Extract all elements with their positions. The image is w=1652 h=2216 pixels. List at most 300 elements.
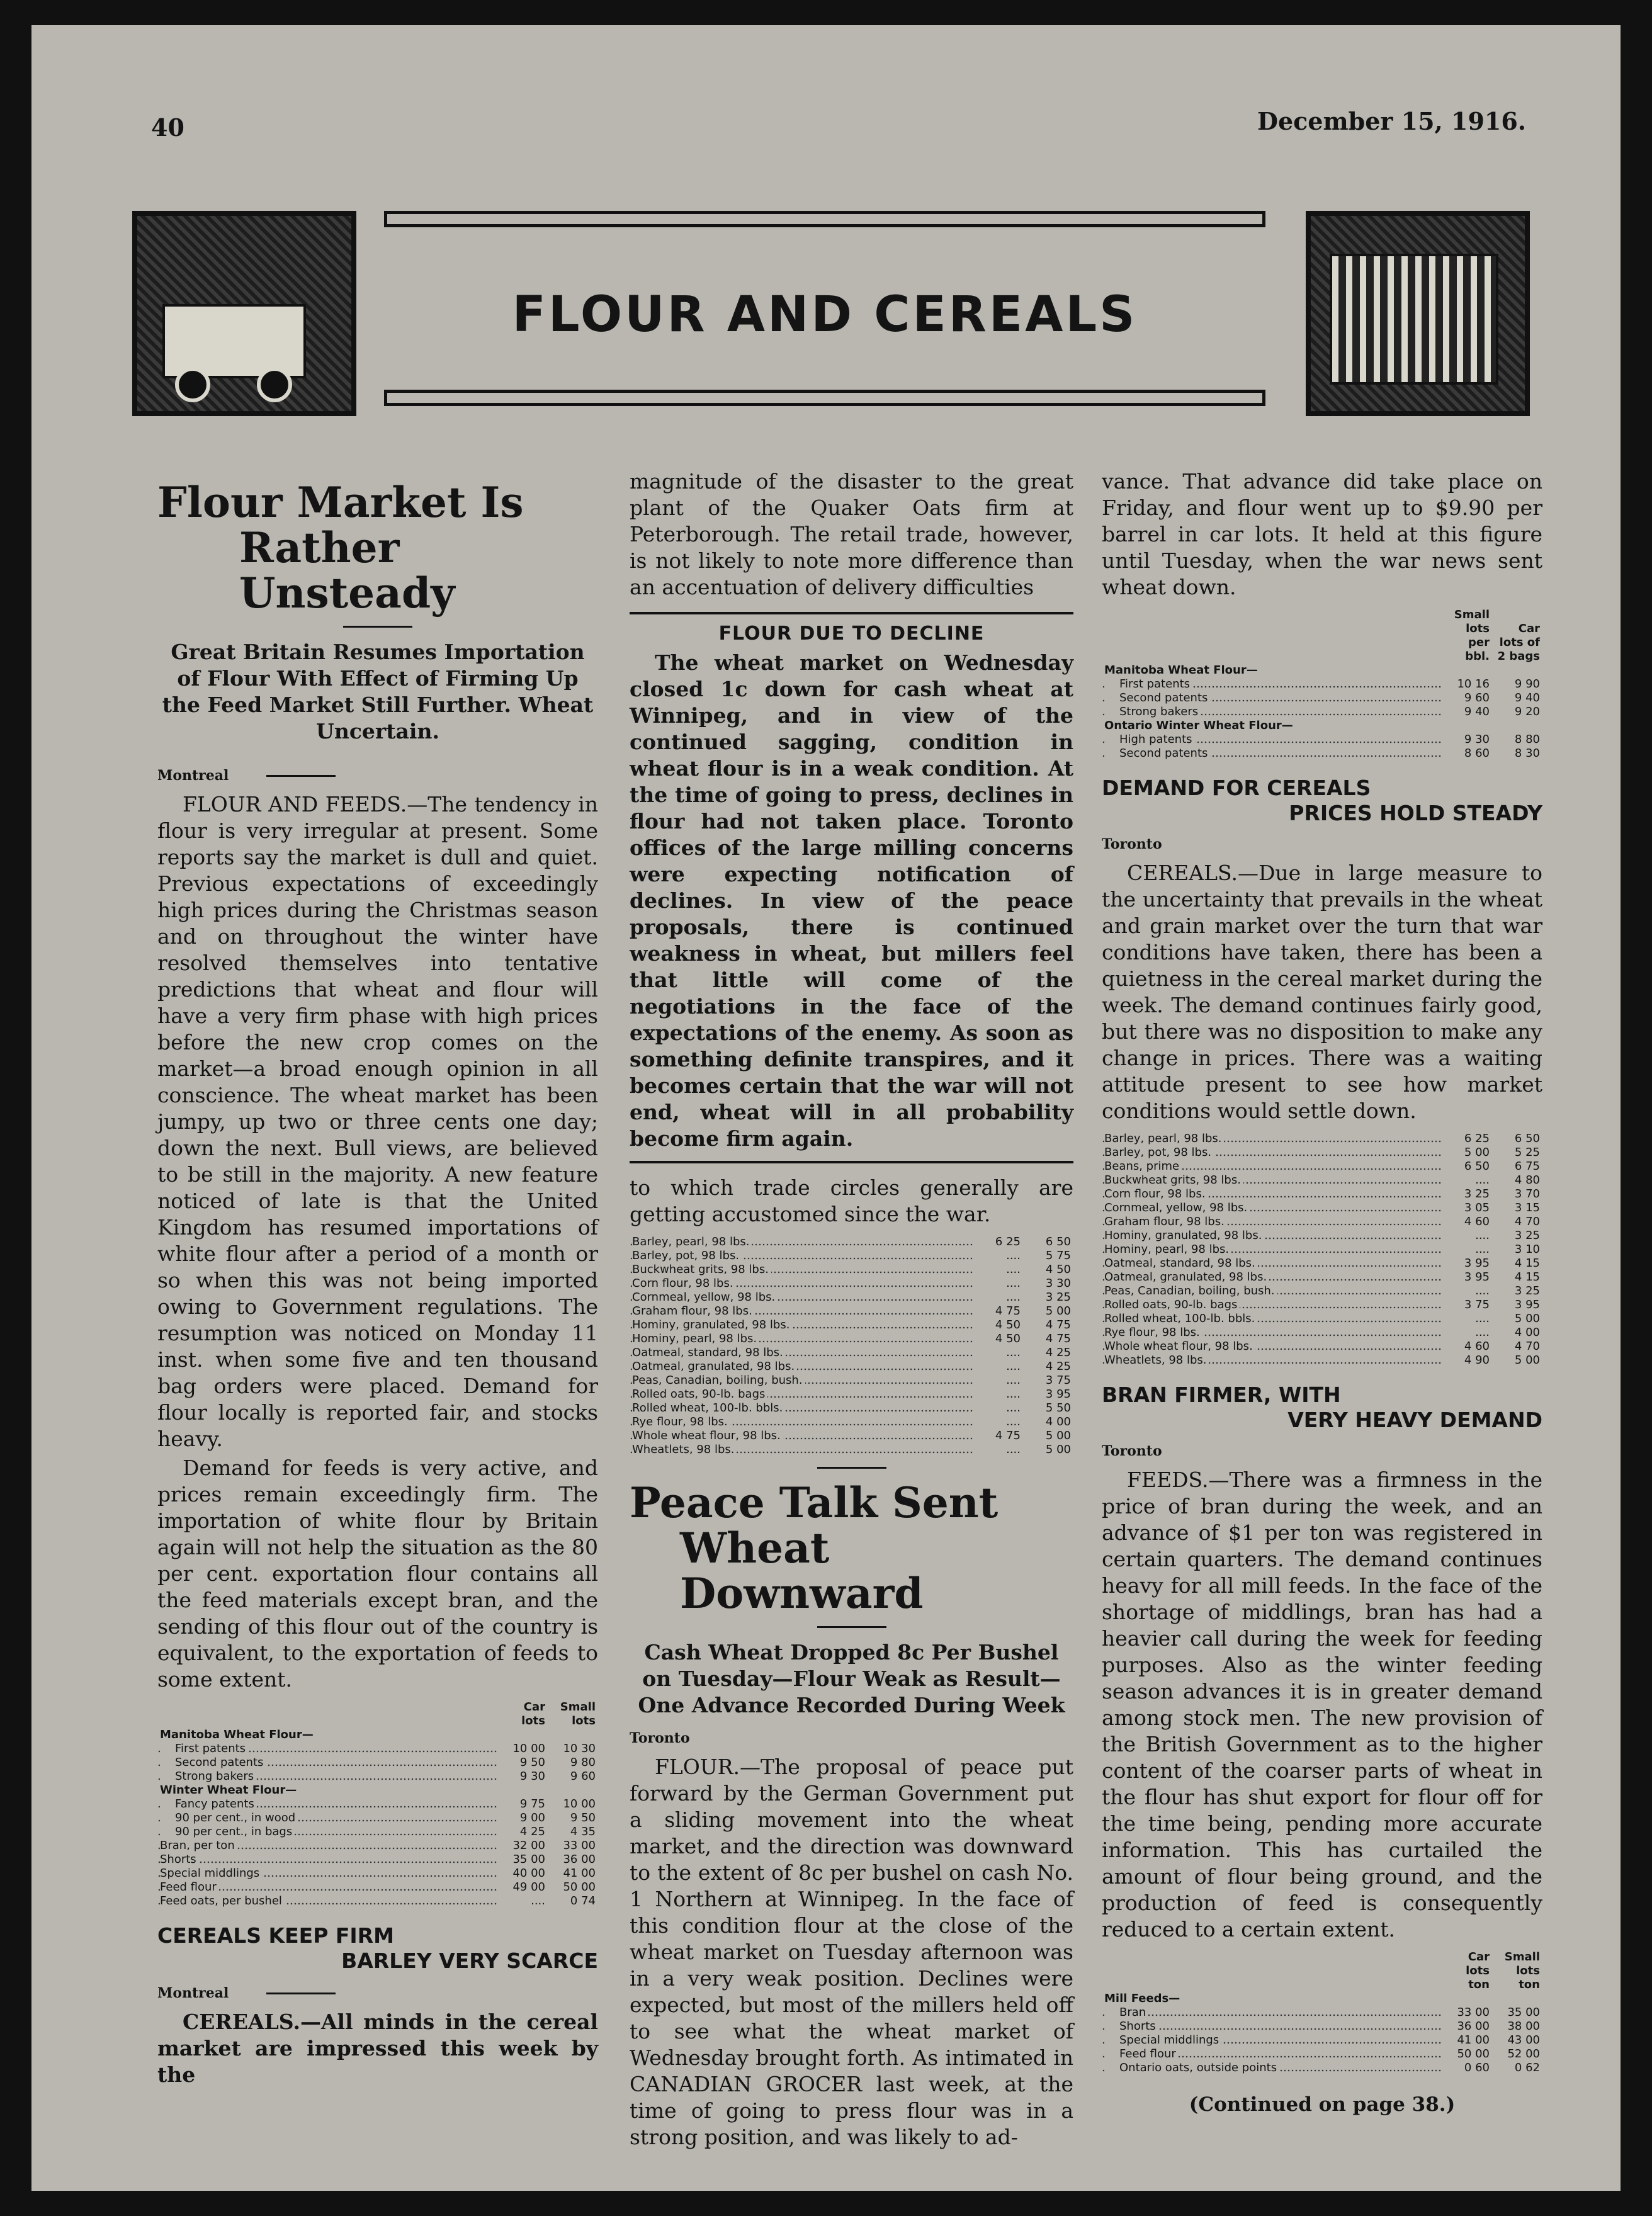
price-value: 40 00 — [512, 1867, 545, 1880]
table-row — [1102, 2061, 1542, 2075]
price-value: 9 60 — [570, 1770, 596, 1783]
subhead-line-1: DEMAND FOR CEREALS — [1102, 776, 1371, 800]
item-cell — [1102, 1146, 1442, 1160]
subhead — [1102, 1382, 1542, 1433]
article-headline — [630, 1480, 1073, 1616]
item-cell — [157, 1742, 497, 1756]
section-banner — [132, 183, 1530, 428]
item-cell — [157, 1825, 497, 1839]
item-cell — [157, 1867, 497, 1880]
item-cell — [157, 1880, 497, 1894]
table-row — [157, 1797, 598, 1811]
table-row — [1102, 664, 1542, 677]
item-cell — [1102, 2047, 1442, 2061]
price-value: 41 00 — [1457, 2033, 1490, 2047]
table-row — [1102, 677, 1542, 691]
item-label: Winter Wheat Flour— — [160, 1784, 299, 1797]
table-row — [157, 1756, 598, 1770]
price-value — [548, 1784, 598, 1797]
item-label: Rolled wheat, 100-lb. bbls. — [1104, 1312, 1257, 1325]
item-label: Rolled oats, 90-lb. bags — [632, 1388, 767, 1401]
item-label: Barley, pot, 98 lbs. — [632, 1249, 742, 1262]
item-label: High patents — [1104, 733, 1195, 746]
table-row — [630, 1263, 1073, 1277]
price-value: 5 00 — [1514, 1354, 1540, 1367]
item-cell — [157, 1756, 497, 1770]
table-row — [1102, 1215, 1542, 1229]
item-label: Buckwheat grits, 98 lbs. — [632, 1263, 771, 1276]
item-label: Bran, per ton — [160, 1839, 237, 1852]
bulletin-title: FLOUR DUE TO DECLINE — [718, 623, 985, 645]
price-value: 10 30 — [563, 1742, 596, 1755]
item-label: Shorts — [160, 1853, 199, 1866]
divider — [266, 1993, 336, 1994]
item-label: Corn flour, 98 lbs. — [1104, 1187, 1208, 1201]
price-value: 4 50 — [995, 1332, 1021, 1345]
table-row — [630, 1388, 1073, 1401]
price-value: .... — [1006, 1374, 1021, 1387]
price-table — [157, 1700, 598, 1908]
item-label: Wheatlets, 98 lbs. — [1104, 1354, 1209, 1367]
item-cell — [1102, 1229, 1442, 1243]
column-header: Car lots ton — [1466, 1950, 1490, 1991]
item-label: Barley, pearl, 98 lbs. — [1104, 1132, 1224, 1145]
price-value: 4 75 — [1045, 1332, 1071, 1345]
column-1 — [157, 466, 598, 2088]
item-label: Fancy patents — [160, 1797, 257, 1811]
price-value: 3 95 — [1464, 1257, 1490, 1270]
paragraph: CEREALS.—All minds in the cereal market are impressed this week by the — [157, 2010, 598, 2087]
table-row — [1102, 2006, 1542, 2020]
price-value: 3 25 — [1514, 1229, 1540, 1242]
table-row — [157, 1825, 598, 1839]
item-label: Manitoba Wheat Flour— — [1104, 664, 1260, 677]
item-cell — [1102, 1312, 1442, 1326]
price-value: 36 00 — [1457, 2020, 1490, 2033]
price-value: 5 75 — [1045, 1249, 1071, 1262]
item-label: Barley, pot, 98 lbs. — [1104, 1146, 1214, 1159]
price-value: .... — [1006, 1360, 1021, 1373]
price-value: .... — [1006, 1263, 1021, 1276]
price-value: 4 90 — [1464, 1354, 1490, 1367]
table-row — [157, 1853, 598, 1867]
item-cell — [1102, 1326, 1442, 1340]
price-value: 3 75 — [1464, 1298, 1490, 1311]
item-cell — [1102, 2033, 1442, 2047]
table-row — [630, 1360, 1073, 1374]
item-cell — [630, 1401, 973, 1415]
price-value: 4 60 — [1464, 1215, 1490, 1228]
price-value: 0 74 — [570, 1894, 596, 1908]
table-row — [1102, 705, 1542, 719]
price-value: 5 00 — [1045, 1429, 1071, 1442]
table-row — [1102, 1992, 1542, 2006]
subhead-line-2: BARLEY VERY SCARCE — [341, 1948, 598, 1973]
subhead — [157, 1923, 598, 1974]
price-value: .... — [1006, 1277, 1021, 1290]
price-value: 9 60 — [1464, 691, 1490, 704]
price-value: 3 25 — [1514, 1284, 1540, 1297]
table-row — [1102, 1354, 1542, 1367]
item-label: Special middlings — [160, 1867, 262, 1880]
price-value: 5 00 — [1464, 1146, 1490, 1159]
price-value: .... — [1006, 1346, 1021, 1359]
item-label: Hominy, pearl, 98 lbs. — [632, 1332, 759, 1345]
headline-line-1: Flour Market Is — [157, 478, 524, 527]
price-value: 4 75 — [995, 1304, 1021, 1318]
item-label: Wheatlets, 98 lbs. — [632, 1443, 737, 1456]
dateline-city: Montreal — [157, 767, 229, 784]
item-cell — [1102, 1284, 1442, 1298]
item-cell — [630, 1443, 973, 1457]
price-value: 4 75 — [995, 1429, 1021, 1442]
price-value: 4 00 — [1514, 1326, 1540, 1339]
price-value: 4 25 — [1045, 1346, 1071, 1359]
item-label: Special middlings — [1104, 2033, 1221, 2047]
divider — [343, 626, 412, 628]
price-value: 9 40 — [1514, 691, 1540, 704]
item-label: Feed flour — [160, 1880, 219, 1894]
item-label: Rolled oats, 90-lb. bags — [1104, 1298, 1240, 1311]
item-cell — [1102, 705, 1442, 719]
table-row — [1102, 1229, 1542, 1243]
price-value — [1442, 664, 1492, 677]
price-value: 4 00 — [1045, 1415, 1071, 1428]
price-value: 6 50 — [1045, 1235, 1071, 1248]
newspaper-page — [31, 25, 1621, 2191]
divider — [817, 1467, 886, 1469]
price-value: 4 60 — [1464, 1340, 1490, 1353]
item-label: Hominy, pearl, 98 lbs. — [1104, 1243, 1231, 1256]
item-cell — [630, 1318, 973, 1332]
item-cell — [630, 1360, 973, 1374]
price-value: .... — [1475, 1326, 1490, 1339]
price-value: 36 00 — [563, 1853, 596, 1866]
item-cell — [1102, 1270, 1442, 1284]
table-row — [157, 1770, 598, 1784]
headline-line-2: Rather Unsteady — [239, 523, 455, 618]
price-value: 6 25 — [1464, 1132, 1490, 1145]
table-row — [1102, 1243, 1542, 1257]
paragraph: vance. That advance did take place on Friday, and flour went up to $9.90 per barrel in car lots. It held at this figure until Tuesday, when the war news sent wheat down. — [1102, 469, 1542, 599]
price-value: 4 25 — [519, 1825, 545, 1838]
price-value — [497, 1784, 548, 1797]
item-cell — [1102, 1340, 1442, 1354]
item-cell — [1102, 1173, 1442, 1187]
dateline-city: Toronto — [1102, 836, 1162, 852]
price-value: 4 70 — [1514, 1215, 1540, 1228]
price-value: .... — [1006, 1415, 1021, 1428]
table-row — [630, 1374, 1073, 1388]
price-value: .... — [1006, 1401, 1021, 1415]
price-value: 10 00 — [563, 1797, 596, 1811]
price-table — [1102, 608, 1542, 760]
price-value: 4 50 — [1045, 1263, 1071, 1276]
item-cell — [1102, 2061, 1442, 2075]
item-cell — [1102, 677, 1442, 691]
item-label: Whole wheat flour, 98 lbs. — [1104, 1340, 1255, 1353]
table-row — [630, 1429, 1073, 1443]
price-value: .... — [1006, 1443, 1021, 1456]
item-cell — [1102, 747, 1442, 760]
price-value: 4 25 — [1045, 1360, 1071, 1373]
table-row — [1102, 1284, 1542, 1298]
item-label: Mill Feeds— — [1104, 1992, 1182, 2005]
table-row — [1102, 1201, 1542, 1215]
price-value: 4 80 — [1514, 1173, 1540, 1187]
item-cell — [1102, 1992, 1442, 2006]
price-value: 5 25 — [1514, 1146, 1540, 1159]
table-row — [630, 1318, 1073, 1332]
item-label: Whole wheat flour, 98 lbs. — [632, 1429, 783, 1442]
item-label: Cornmeal, yellow, 98 lbs. — [1104, 1201, 1250, 1214]
price-value: 6 75 — [1514, 1160, 1540, 1173]
price-value: 9 30 — [1464, 733, 1490, 746]
price-value: 6 25 — [995, 1235, 1021, 1248]
dateline-city: Toronto — [1102, 1443, 1162, 1459]
item-cell — [630, 1277, 973, 1291]
dateline — [630, 1725, 1073, 1751]
item-label: Manitoba Wheat Flour— — [160, 1728, 316, 1741]
table-row — [157, 1742, 598, 1756]
headline-line-1: Peace Talk Sent — [630, 1478, 999, 1527]
price-value: .... — [1006, 1291, 1021, 1304]
price-value: .... — [1006, 1249, 1021, 1262]
price-table — [1102, 1132, 1542, 1367]
table-row — [157, 1784, 598, 1797]
table-row — [1102, 747, 1542, 760]
price-value: .... — [1475, 1243, 1490, 1256]
price-value: 9 40 — [1464, 705, 1490, 718]
bulletin-text: The wheat market on Wednesday closed 1c down for cash wheat at Winnipeg, and in view of the continued sagging, condition in wheat flour is in a weak condition. At the time of going to press, declines in flour had not taken place. Toronto offices of the large milling concerns were expecting notification of declines. In view of the peace proposals, there is continued weakness in wheat, but millers feel that little will come of the negotiations in the face of the expectations of the enemy. As soon as something definite transpires, and it becomes certain that the war will not end, wheat will in all probability become firm again. — [630, 650, 1073, 1151]
item-label: Second patents — [160, 1756, 266, 1769]
divider — [817, 1626, 886, 1628]
item-label: Corn flour, 98 lbs. — [632, 1277, 736, 1290]
table-row — [1102, 1270, 1542, 1284]
item-cell — [630, 1346, 973, 1360]
price-value: 3 25 — [1464, 1187, 1490, 1201]
item-label: Graham flour, 98 lbs. — [1104, 1215, 1227, 1228]
item-label: Oatmeal, granulated, 98 lbs. — [1104, 1270, 1269, 1284]
item-cell — [1102, 1243, 1442, 1257]
item-cell — [157, 1770, 497, 1784]
item-cell — [630, 1429, 973, 1443]
table-row — [157, 1728, 598, 1742]
item-cell — [1102, 2006, 1442, 2020]
subhead-line-2: PRICES HOLD STEADY — [1289, 801, 1542, 825]
item-cell — [157, 1853, 497, 1867]
item-cell — [1102, 664, 1442, 677]
article-deck: Great Britain Resumes Importation of Flour With Effect of Firming Up the Feed Market Still Further. Wheat Uncertain. — [162, 640, 594, 743]
table-row — [1102, 1187, 1542, 1201]
table-row — [630, 1277, 1073, 1291]
divider — [266, 775, 336, 777]
paragraph: to which trade circles generally are getting accustomed since the war. — [630, 1175, 1073, 1226]
price-value: 9 80 — [570, 1756, 596, 1769]
item-label: Ontario oats, outside points — [1104, 2061, 1279, 2074]
price-value: 3 30 — [1045, 1277, 1071, 1290]
dateline — [157, 762, 598, 789]
price-value: 4 15 — [1514, 1270, 1540, 1284]
item-cell — [157, 1811, 497, 1825]
price-value: 9 90 — [1514, 677, 1540, 691]
price-value: 3 25 — [1045, 1291, 1071, 1304]
item-label: First patents — [160, 1742, 248, 1755]
paragraph: CEREALS.—Due in large measure to the uncertainty that prevails in the wheat and grain market over the turn that war conditions have taken, there has been a quietness in the cereal market during the week. The demand continues fairly good, but there was no disposition to make any change in prices. There was a waiting attitude present to see how market conditions would settle down. — [1102, 861, 1542, 1123]
paragraph: FLOUR AND FEEDS.—The tendency in flour is very irregular at present. Some reports say the market is dull and quiet. Previous expectations of exceedingly high prices during the Christmas season and on throughout the winter have resolved themselves into tentative predictions that wheat and flour will have a very firm phase with high prices before the new crop comes on the market—a broad enough opinion in all conscience. The wheat market has been jumpy, up two or three cents one day; down the next. Bull views, are believed to be still in the majority. A new feature noticed of late is that the United Kingdom has resumed importations of white flour after a period of a month or so when this was not being imported owing to Government regulations. The resumption was noticed on Monday 11 inst. when some five and ten thousand bag orders were placed. Demand for flour locally is reported fair, and stocks heavy. — [157, 792, 598, 1451]
price-value: .... — [1475, 1284, 1490, 1297]
price-value: 49 00 — [512, 1880, 545, 1894]
boxed-bulletin — [630, 612, 1073, 1163]
item-cell — [1102, 1257, 1442, 1270]
table-row — [1102, 1160, 1542, 1173]
price-value: 50 00 — [563, 1880, 596, 1894]
item-cell — [157, 1784, 497, 1797]
table-row — [1102, 2033, 1542, 2047]
price-value: .... — [1006, 1388, 1021, 1401]
item-cell — [630, 1235, 973, 1249]
paragraph: Demand for feeds is very active, and prices remain exceedingly firm. The importation of white flour by Britain again will not help the situation as the 80 per cent. exportation flour contains all the feed materials except bran, and the sending of this flour out of the country is equivalent, to the exportation of feeds to some extent. — [157, 1456, 598, 1692]
column-header: Car lots — [521, 1700, 545, 1727]
column-3 — [1102, 466, 1542, 2118]
price-value: 9 75 — [519, 1797, 545, 1811]
banner-frame — [384, 211, 1265, 406]
section-title: FLOUR AND CEREALS — [512, 286, 1138, 343]
price-value: 6 50 — [1464, 1160, 1490, 1173]
table-row — [157, 1880, 598, 1894]
item-cell — [1102, 1215, 1442, 1229]
subhead-line-1: BRAN FIRMER, WITH — [1102, 1382, 1341, 1407]
price-value: 4 75 — [1045, 1318, 1071, 1331]
item-label: Shorts — [1104, 2020, 1158, 2033]
dateline — [157, 1980, 598, 2006]
table-row — [630, 1401, 1073, 1415]
price-value: 32 00 — [512, 1839, 545, 1852]
paragraph: magnitude of the disaster to the great plant of the Quaker Oats firm at Peterborough. The retail trade, however, is not likely to note more difference than an accentuation of delivery difficulties — [630, 469, 1073, 599]
headline-line-2: Wheat Downward — [680, 1524, 924, 1618]
item-label: Oatmeal, standard, 98 lbs. — [632, 1346, 786, 1359]
van-wheel-icon — [175, 367, 210, 402]
price-value — [548, 1728, 598, 1742]
table-row — [157, 1867, 598, 1880]
price-value: 3 75 — [1045, 1374, 1071, 1387]
price-value: 6 50 — [1514, 1132, 1540, 1145]
price-value: 3 95 — [1464, 1270, 1490, 1284]
price-value: .... — [1475, 1312, 1490, 1325]
item-cell — [630, 1249, 973, 1263]
table-row — [630, 1443, 1073, 1457]
price-value: 5 50 — [1045, 1401, 1071, 1415]
table-row — [630, 1346, 1073, 1360]
price-value: 4 15 — [1514, 1257, 1540, 1270]
item-label: Feed oats, per bushel — [160, 1894, 285, 1908]
item-label: Oatmeal, standard, 98 lbs. — [1104, 1257, 1258, 1270]
table-row — [1102, 1340, 1542, 1354]
item-label: Oatmeal, granulated, 98 lbs. — [632, 1360, 797, 1373]
table-row — [1102, 1326, 1542, 1340]
article-deck: Cash Wheat Dropped 8c Per Bushel on Tuesday—Flour Weak as Result—One Advance Recorded During Week — [638, 1640, 1065, 1717]
item-label: Hominy, granulated, 98 lbs. — [1104, 1229, 1264, 1242]
price-value: 8 30 — [1514, 747, 1540, 760]
price-value — [1492, 1992, 1542, 2006]
item-cell — [157, 1728, 497, 1742]
price-value — [497, 1728, 548, 1742]
item-cell — [1102, 691, 1442, 705]
item-label: Hominy, granulated, 98 lbs. — [632, 1318, 792, 1331]
continuation-note: (Continued on page 38.) — [1189, 2093, 1456, 2116]
price-value: 4 50 — [995, 1318, 1021, 1331]
price-value: 43 00 — [1507, 2033, 1540, 2047]
price-value: 10 16 — [1457, 677, 1490, 691]
item-label: 90 per cent., in bags — [160, 1825, 295, 1838]
item-label: Beans, prime — [1104, 1160, 1182, 1173]
price-value: 5 00 — [1514, 1312, 1540, 1325]
price-value: 5 00 — [1045, 1443, 1071, 1456]
table-row — [1102, 1173, 1542, 1187]
dateline — [1102, 1438, 1542, 1464]
table-row — [1102, 719, 1542, 733]
price-table — [630, 1235, 1073, 1457]
item-cell — [1102, 1132, 1442, 1146]
item-label: Rolled wheat, 100-lb. bbls. — [632, 1401, 785, 1415]
table-row — [630, 1415, 1073, 1429]
grocer-van-illustration — [132, 211, 356, 416]
price-value: 3 10 — [1514, 1243, 1540, 1256]
subhead — [1102, 776, 1542, 826]
item-label: Rye flour, 98 lbs. — [1104, 1326, 1202, 1339]
item-cell — [630, 1388, 973, 1401]
item-label: Bran — [1104, 2006, 1148, 2019]
item-cell — [1102, 1160, 1442, 1173]
column-2 — [630, 466, 1073, 2151]
banner-rule-bottom — [384, 390, 1265, 406]
price-value: 33 00 — [563, 1839, 596, 1852]
item-label: Barley, pearl, 98 lbs. — [632, 1235, 752, 1248]
storefront-window — [1330, 254, 1498, 385]
price-value: 4 35 — [570, 1825, 596, 1838]
table-row — [1102, 1312, 1542, 1326]
table-row — [630, 1304, 1073, 1318]
price-value — [1442, 1992, 1492, 2006]
item-label: Buckwheat grits, 98 lbs. — [1104, 1173, 1243, 1187]
item-label: Second patents — [1104, 747, 1210, 760]
item-cell — [630, 1332, 973, 1346]
table-row — [157, 1839, 598, 1853]
van-body — [162, 304, 306, 378]
item-cell — [1102, 1298, 1442, 1312]
price-value — [1492, 664, 1542, 677]
price-value: 35 00 — [512, 1853, 545, 1866]
storefront-illustration — [1306, 211, 1530, 416]
item-cell — [1102, 1201, 1442, 1215]
item-label: Second patents — [1104, 691, 1210, 704]
dateline — [1102, 831, 1542, 857]
item-label: First patents — [1104, 677, 1192, 691]
item-cell — [1102, 733, 1442, 747]
price-value: 9 30 — [519, 1770, 545, 1783]
price-value: 35 00 — [1507, 2006, 1540, 2019]
price-value: 9 50 — [570, 1811, 596, 1824]
item-cell — [157, 1797, 497, 1811]
item-label: Strong bakers — [160, 1770, 256, 1783]
price-table — [1102, 1950, 1542, 2075]
item-label: Ontario Winter Wheat Flour— — [1104, 719, 1296, 732]
dateline-city: Toronto — [630, 1730, 690, 1746]
dateline-city: Montreal — [157, 1985, 229, 2001]
price-value: .... — [531, 1894, 545, 1908]
price-value: 0 62 — [1514, 2061, 1540, 2074]
item-cell — [1102, 1187, 1442, 1201]
